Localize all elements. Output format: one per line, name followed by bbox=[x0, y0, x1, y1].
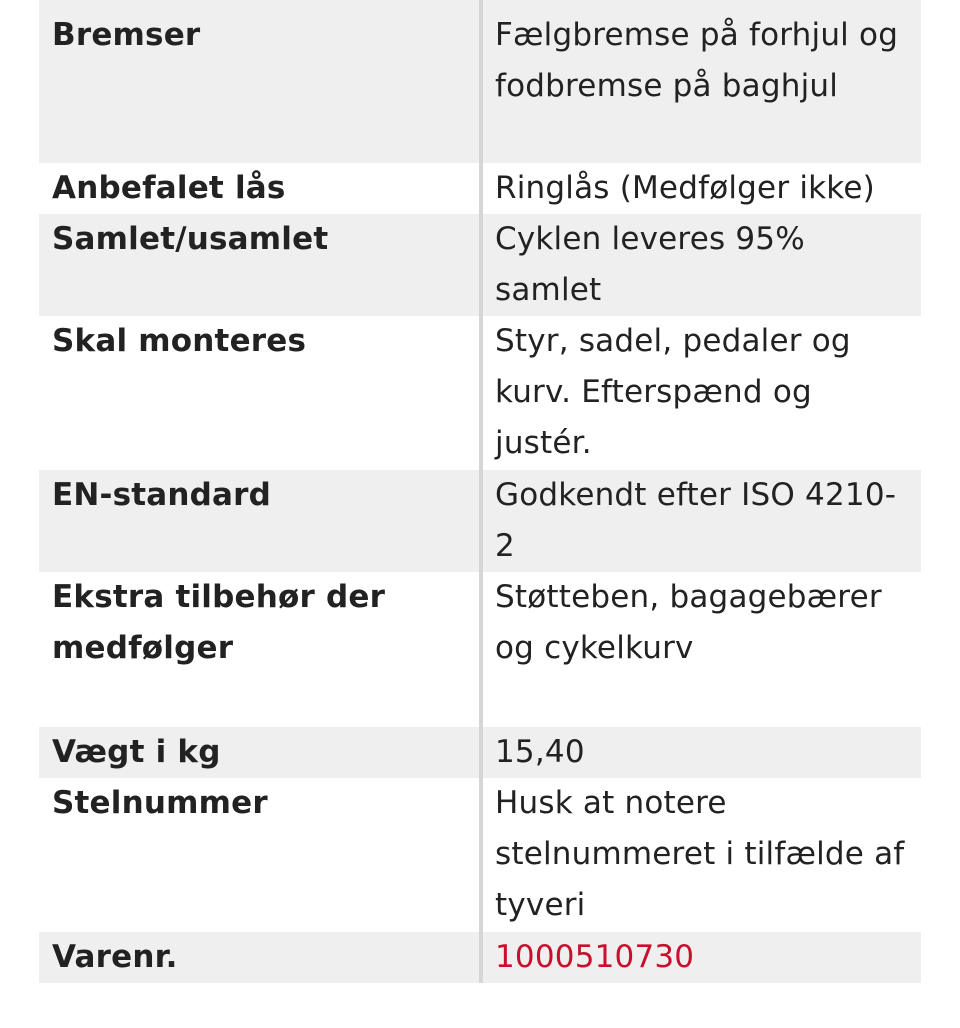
spec-row-brakes bbox=[39, 10, 921, 163]
spec-row-accessories bbox=[39, 572, 921, 727]
spec-row-lock bbox=[39, 163, 921, 214]
spec-value: Fælgbremse på forhjul og fodbremse på baghjul bbox=[495, 17, 899, 104]
spec-row-frame-number bbox=[39, 778, 921, 932]
spec-label: Stelnummer bbox=[52, 785, 268, 821]
spec-row-item-number bbox=[39, 932, 921, 983]
item-number-value: 1000510730 bbox=[495, 939, 695, 975]
spec-label: EN-standard bbox=[52, 477, 272, 513]
spec-value: Styr, sadel, pedaler og kurv. Efterspænd og justér. bbox=[495, 323, 851, 461]
spec-value: Godkendt efter ISO 4210-2 bbox=[495, 477, 897, 564]
spec-row-standard bbox=[39, 470, 921, 572]
spec-value: Husk at notere stelnummeret i tilfælde af tyveri bbox=[495, 785, 905, 923]
spec-label: Bremser bbox=[52, 17, 201, 53]
spec-label: Samlet/usamlet bbox=[52, 221, 329, 257]
spec-label: Vægt i kg bbox=[52, 734, 221, 770]
spec-label: Varenr. bbox=[52, 939, 178, 975]
previous-row-remnant bbox=[39, 0, 921, 10]
spec-value: Cyklen leveres 95% samlet bbox=[495, 221, 805, 308]
spec-table bbox=[39, 0, 921, 983]
spec-row-mount bbox=[39, 316, 921, 470]
spec-value: Støtteben, bagagebærer og cykelkurv bbox=[495, 579, 882, 666]
spec-row-assembly bbox=[39, 214, 921, 316]
spec-label: Anbefalet lås bbox=[52, 170, 286, 206]
spec-row-weight bbox=[39, 727, 921, 778]
spec-value: Ringlås (Medfølger ikke) bbox=[495, 170, 875, 206]
spec-label: Ekstra tilbehør der medfølger bbox=[52, 579, 386, 666]
spec-label: Skal monteres bbox=[52, 323, 307, 359]
spec-value: 15,40 bbox=[495, 734, 585, 770]
